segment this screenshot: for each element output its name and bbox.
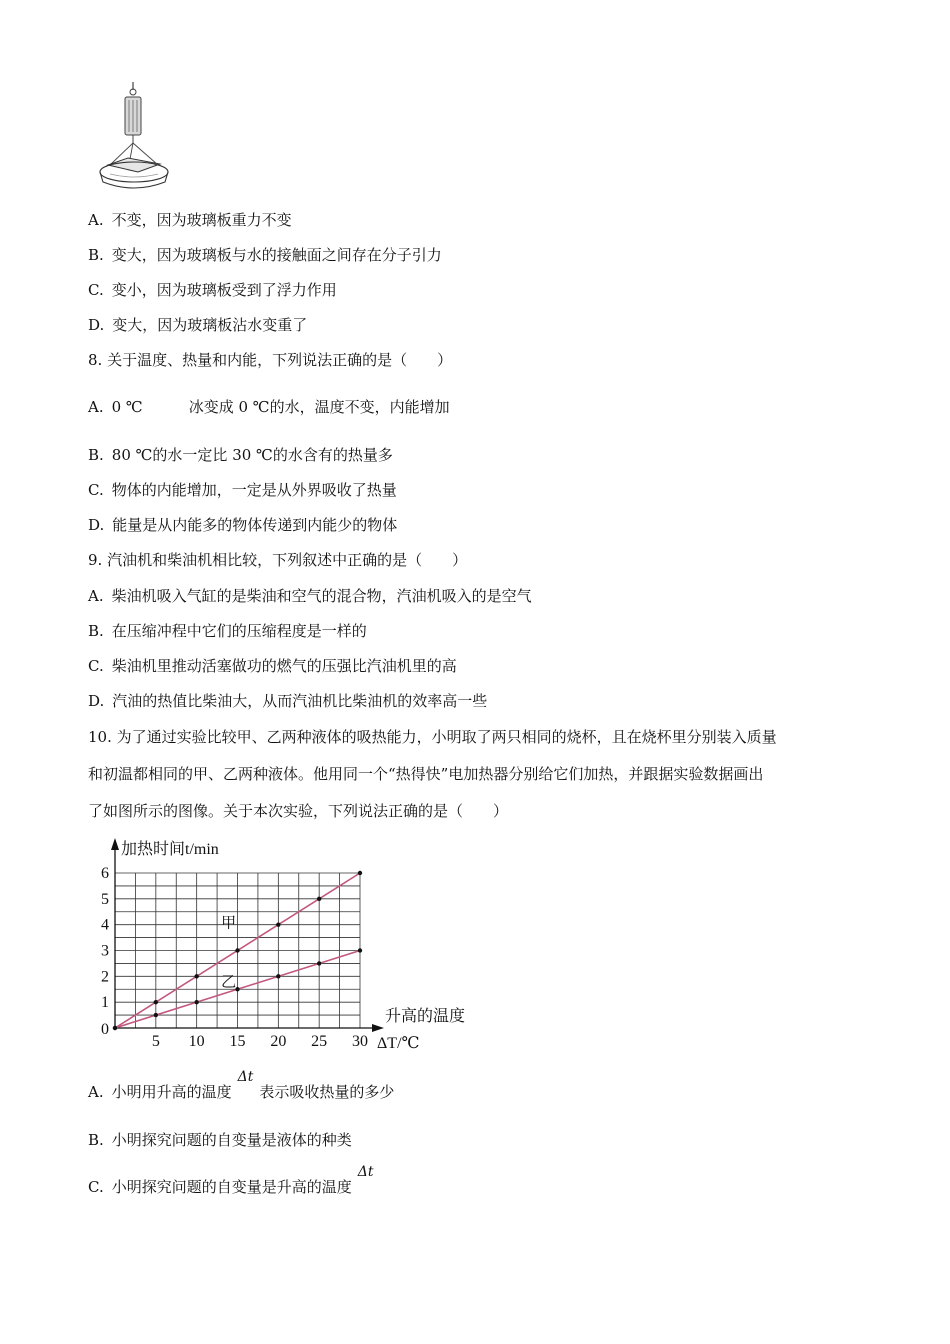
option-text: 物体的内能增加，一定是从外界吸收了热量 [111,481,397,499]
q9-stem: 9. 汽油机和柴油机相比较，下列叙述中正确的是（ ） [88,551,468,569]
q10-option-b[interactable] [88,1130,352,1150]
y-axis-arrow [111,838,119,850]
q10-stem-line-1: 10. 为了通过实验比较甲、乙两种液体的吸热能力，小明取了两只相同的烧杯，且在烧杯里分别装入质量 [88,728,777,746]
q8-stem: 8. 关于温度、热量和内能，下列说法正确的是（ ） [88,351,453,369]
x-axis-arrow [372,1024,384,1032]
option-letter: B. [88,622,104,640]
q7-option-c[interactable] [88,280,337,300]
option-letter: D. [88,316,105,334]
option-text: 在压缩冲程中它们的压缩程度是一样的 [111,622,367,640]
option-text-part1: 0 ℃ [111,398,143,416]
q7-option-a[interactable] [88,210,292,230]
option-text-part2: 冰变成 0 ℃的水，温度不变，内能增加 [188,398,450,416]
q7-option-b[interactable] [88,245,442,265]
option-text-part1: 小明用升高的温度 [111,1083,232,1101]
y-tick-label: 5 [101,890,109,908]
data-point [317,897,321,901]
y-axis-title: 加热时间t/min [121,841,219,858]
x-tick-label: 15 [229,1033,246,1050]
y-tick-label: 2 [101,968,109,986]
data-point [276,922,280,926]
x-axis-title-bottom: ΔT/℃ [377,1035,420,1052]
option-letter: D. [88,516,105,534]
series-label-yi: 乙 [221,974,237,991]
data-point [154,1013,158,1017]
option-text: 柴油机里推动活塞做功的燃气的压强比汽油机里的高 [111,657,457,675]
x-tick-label: 5 [151,1033,160,1050]
data-point [194,974,198,978]
option-text: 小明探究问题的自变量是液体的种类 [111,1131,352,1149]
q9-option-d[interactable] [88,691,487,711]
q8-option-b[interactable] [88,445,393,465]
option-letter: B. [88,446,104,464]
q9-option-c[interactable] [88,656,457,676]
option-text: 变大，因为玻璃板沾水变重了 [112,316,308,334]
x-axis-title-top: 升高的温度 [385,1008,466,1025]
option-text: 能量是从内能多的物体传递到内能少的物体 [112,516,398,534]
q7-option-d[interactable] [88,315,307,335]
x-tick-label: 20 [270,1033,287,1050]
y-tick-label: 4 [101,916,109,934]
data-point [194,1000,198,1004]
data-point [358,871,362,875]
q8-option-a[interactable] [88,397,450,417]
option-letter: C. [88,1178,104,1196]
q8-option-d[interactable] [88,515,397,535]
x-tick-label: 30 [352,1033,368,1050]
heating-time-chart [95,832,485,1054]
q8-option-c[interactable] [88,480,397,500]
y-tick-label: 1 [101,994,109,1012]
option-text: 汽油的热值比柴油大，从而汽油机比柴油机的效率高一些 [112,692,488,710]
y-tick-label: 3 [101,942,109,960]
option-letter: A. [88,1083,104,1101]
q10-stem-line-2: 和初温都相同的甲、乙两种液体。他用同一个“热得快”电加热器分别给它们加热，并跟据实验数据画出 [88,765,764,783]
option-letter: C. [88,281,104,299]
series-label-jia: 甲 [221,915,237,932]
option-letter: C. [88,657,104,675]
q10-option-c[interactable] [88,1164,379,1198]
data-point [235,948,239,952]
chart-axes [111,838,384,1032]
x-tick-label: 10 [188,1033,205,1050]
option-text-part2: 表示吸收热量的多少 [259,1083,395,1101]
option-letter: C. [88,481,104,499]
delta-t-symbol: Δt [357,1164,374,1180]
option-letter: D. [88,692,105,710]
origin-label: 0 [101,1021,109,1038]
chart-axis-labels [121,840,465,1052]
option-text: 80 ℃的水一定比 30 ℃的水含有的热量多 [111,446,393,464]
q9-option-a[interactable] [88,586,532,606]
delta-t-symbol: Δt [237,1069,254,1085]
data-point [113,1026,117,1030]
option-text: 柴油机吸入气缸的是柴油和空气的混合物，汽油机吸入的是空气 [111,587,532,605]
q10-stem-line-3: 了如图所示的图像。关于本次实验，下列说法正确的是（ ） [88,802,509,820]
data-point [317,961,321,965]
q9-option-b[interactable] [88,621,367,641]
option-letter: B. [88,246,104,264]
option-text: 变小，因为玻璃板受到了浮力作用 [111,281,337,299]
x-tick-label: 25 [311,1033,328,1050]
option-text: 变大，因为玻璃板与水的接触面之间存在分子引力 [111,246,442,264]
data-point [154,1000,158,1004]
spring-scale-apparatus-illustration [98,80,173,192]
data-point [358,948,362,952]
q10-option-a[interactable] [88,1069,395,1103]
option-letter: A. [88,211,104,229]
option-letter: A. [88,587,104,605]
option-text: 不变，因为玻璃板重力不变 [111,211,292,229]
option-text-part1: 小明探究问题的自变量是升高的温度 [111,1178,352,1196]
option-letter: A. [88,398,104,416]
option-letter: B. [88,1131,104,1149]
y-tick-label: 6 [101,865,109,882]
data-point [276,974,280,978]
